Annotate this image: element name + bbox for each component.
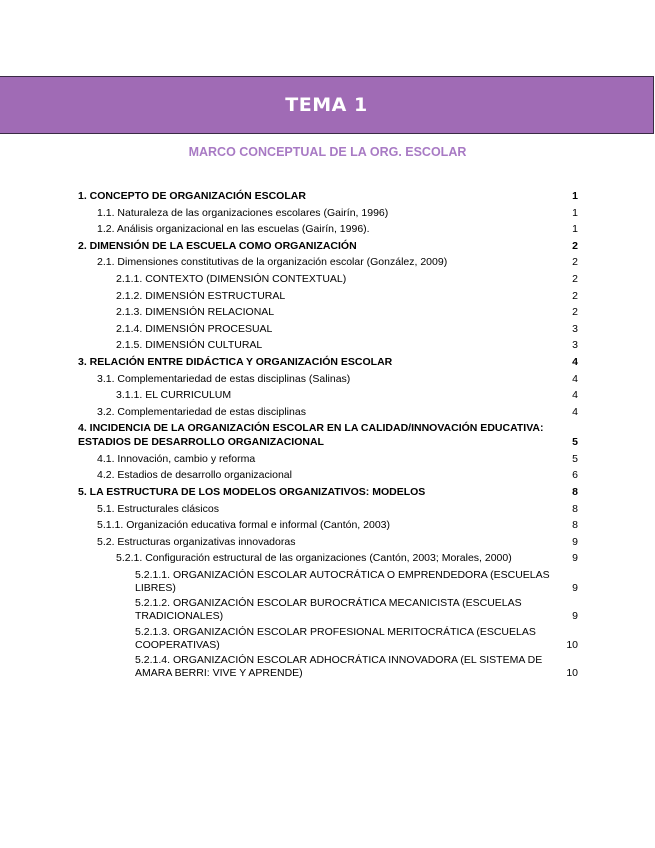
toc-entry[interactable]: 3.2. Complementariedad de estas disciplinas 4 [78,404,578,421]
toc-page-number: 2 [572,289,578,302]
toc-page-number: 2 [572,256,578,269]
toc-entry[interactable]: 4.2. Estadios de desarrollo organizacional 6 [78,467,578,484]
toc-page-number: 8 [572,502,578,515]
toc-page-number: 8 [572,519,578,532]
page-title: TEMA 1 [285,94,368,116]
toc-page-number: 10 [566,667,578,680]
toc-page-number: 4 [572,372,578,385]
toc-entry[interactable]: 5.1. Estructurales clásicos 8 [78,501,578,518]
toc-page-number: 10 [566,638,578,651]
toc-entry[interactable]: 2.1.2. DIMENSIÓN ESTRUCTURAL 2 [78,288,578,305]
toc-entry[interactable]: 5.1.1. Organización educativa formal e informal (Cantón, 2003) 8 [78,517,578,534]
toc-entry[interactable]: 5.2.1.4. ORGANIZACIÓN ESCOLAR ADHOCRÁTICA INNOVADORA (EL SISTEMA DE AMARA BERRI: VIVE Y APRENDE) 10 [135,654,578,680]
toc-entry[interactable]: 5.2.1.1. ORGANIZACIÓN ESCOLAR AUTOCRÁTICA O EMPRENDEDORA (ESCUELAS LIBRES) 9 [135,568,578,595]
toc-page-number: 4 [572,355,578,368]
toc-entry[interactable]: 2.1.5. DIMENSIÓN CULTURAL 3 [78,337,578,354]
toc-entry[interactable]: 2. DIMENSIÓN DE LA ESCUELA COMO ORGANIZACIÓN 2 [78,238,578,255]
toc-page-number: 9 [572,552,578,565]
toc-page-number: 1 [572,190,578,202]
toc-entry[interactable]: 5. LA ESTRUCTURA DE LOS MODELOS ORGANIZATIVOS: MODELOS 8 [78,484,578,501]
title-banner [0,76,654,134]
toc-entry[interactable]: 2.1.4. DIMENSIÓN PROCESUAL 3 [78,321,578,338]
toc-page-number: 6 [572,469,578,482]
toc-entry[interactable]: 3.1.1. EL CURRICULUM 4 [78,387,578,404]
toc-page-number: 2 [572,272,578,285]
toc-entry[interactable]: 2.1. Dimensiones constitutivas de la organización escolar (González, 2009) 2 [78,254,578,271]
toc-page-number: 1 [572,223,578,236]
toc-page-number: 4 [572,389,578,402]
toc-page-number: 9 [572,610,578,623]
page-subtitle: MARCO CONCEPTUAL DE LA ORG. ESCOLAR [188,145,467,159]
toc-entry[interactable]: 5.2.1.3. ORGANIZACIÓN ESCOLAR PROFESIONAL MERITOCRÁTICA (ESCUELAS COOPERATIVAS) 10 [135,625,578,651]
toc-entry[interactable]: 3. RELACIÓN ENTRE DIDÁCTICA Y ORGANIZACIÓN ESCOLAR 4 [78,354,578,371]
toc-page-number: 2 [572,239,578,252]
toc-page-number: 9 [572,535,578,548]
toc-page-number: 4 [572,405,578,418]
toc-entry[interactable]: 3.1. Complementariedad de estas disciplinas (Salinas) 4 [78,371,578,388]
toc-page-number: 1 [572,206,578,219]
toc-entry[interactable]: 4. INCIDENCIA DE LA ORGANIZACIÓN ESCOLAR EN LA CALIDAD/INNOVACIÓN EDUCATIVA: ESTADIOS DE DESARROLLO ORGANIZACIONAL 5 [78,422,578,448]
toc-entry[interactable]: 1.1. Naturaleza de las organizaciones escolares (Gairín, 1996) 1 [78,205,578,222]
toc-entry[interactable]: 5.2.1.2. ORGANIZACIÓN ESCOLAR BUROCRÁTICA MECANICISTA (ESCUELAS TRADICIONALES) 9 [135,597,578,623]
toc-page-number: 9 [572,582,578,595]
toc-entry[interactable]: 1. CONCEPTO DE ORGANIZACIÓN ESCOLAR 1 [78,188,578,205]
toc-page-number: 3 [572,322,578,335]
toc-page-number: 5 [572,452,578,465]
toc-page-number: 8 [572,485,578,498]
toc-entry[interactable]: 5.2.1. Configuración estructural de las organizaciones (Cantón, 2003; Morales, 2000) 9 [78,550,578,567]
toc-entry[interactable]: 1.2. Análisis organizacional en las escuelas (Gairín, 1996). 1 [78,221,578,238]
table-of-contents [78,188,578,683]
toc-entry[interactable]: 2.1.3. DIMENSIÓN RELACIONAL 2 [78,304,578,321]
toc-entry[interactable]: 4.1. Innovación, cambio y reforma 5 [78,451,578,468]
toc-page-number: 3 [572,339,578,352]
toc-entry[interactable]: 5.2. Estructuras organizativas innovadoras 9 [78,534,578,551]
toc-entry[interactable]: 2.1.1. CONTEXTO (DIMENSIÓN CONTEXTUAL) 2 [78,271,578,288]
toc-page-number: 2 [572,306,578,319]
toc-page-number: 5 [572,435,578,448]
